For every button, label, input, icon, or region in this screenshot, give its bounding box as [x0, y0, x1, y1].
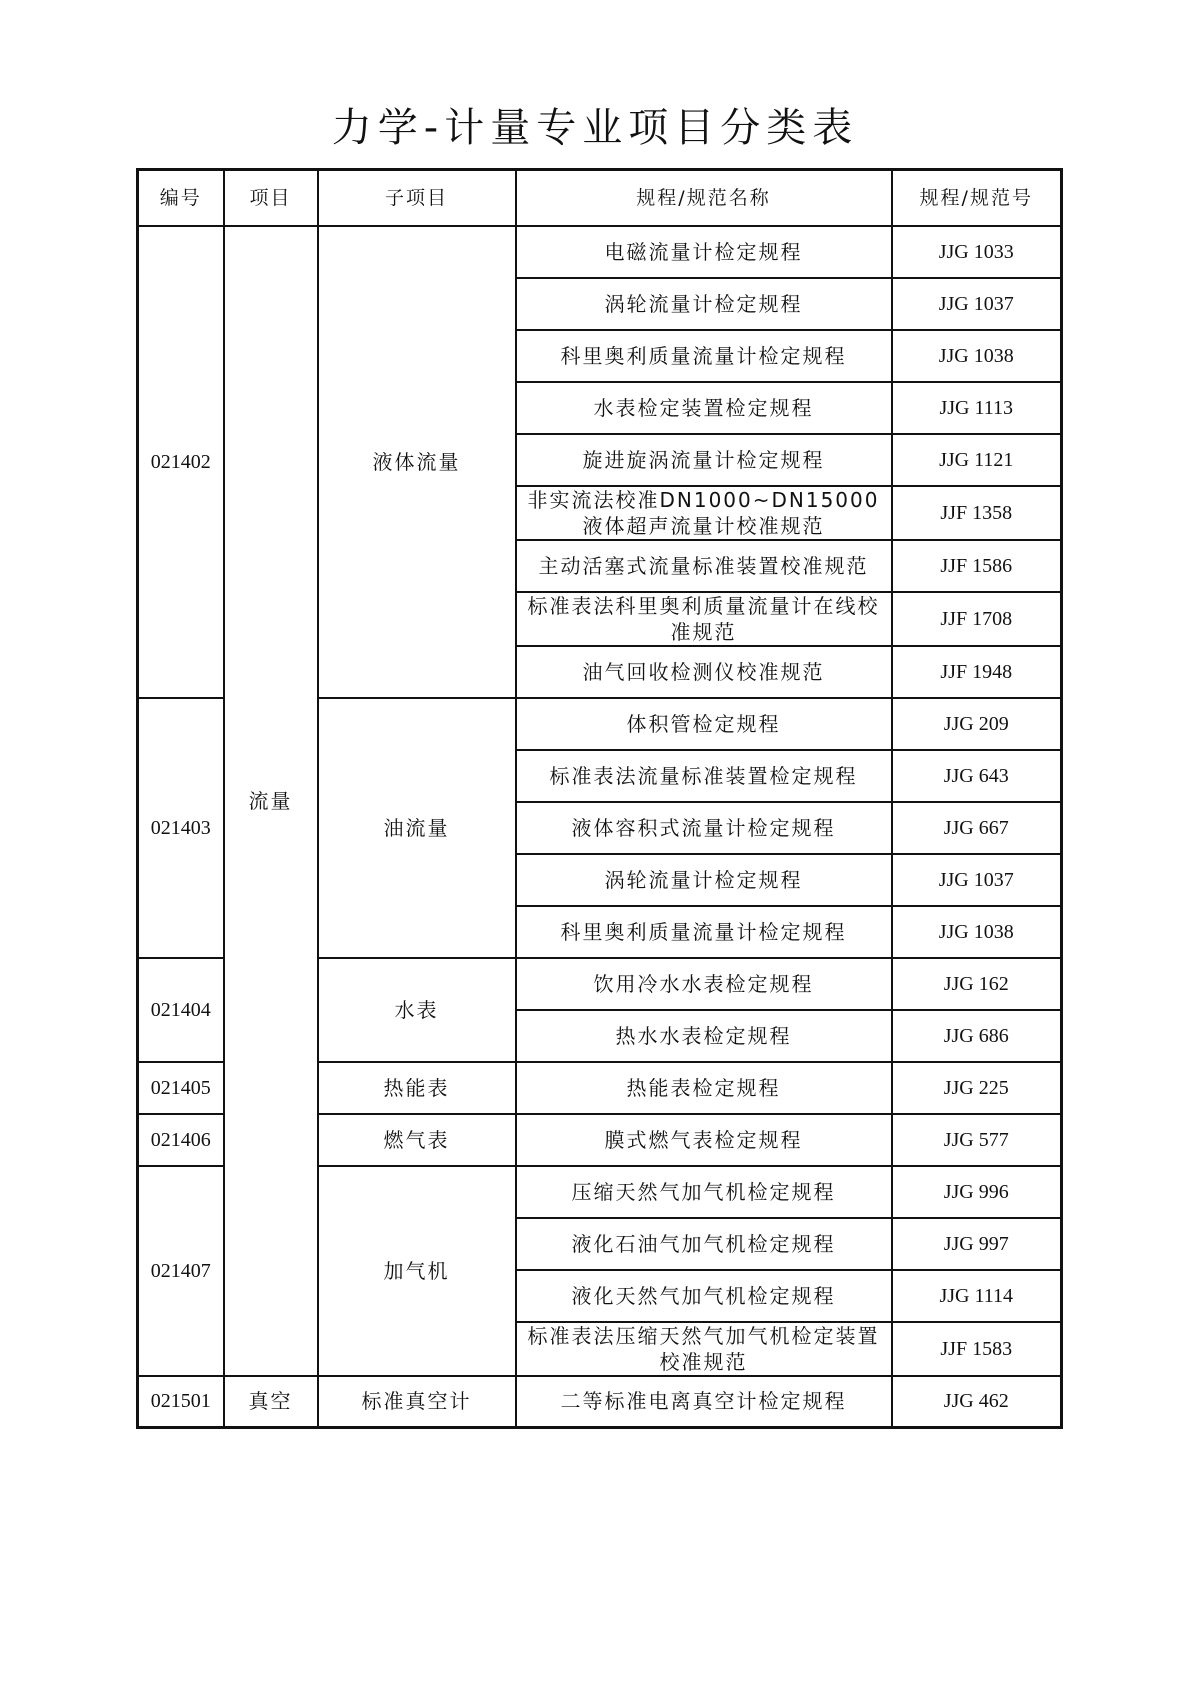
item-code: 021405 [138, 1062, 224, 1114]
header-code: 编号 [138, 170, 224, 226]
standard-number: JJG 162 [892, 958, 1062, 1010]
standard-number: JJG 1113 [892, 382, 1062, 434]
subproject-name: 加气机 [318, 1166, 516, 1376]
standard-name: 非实流法校准DN1000~DN15000液体超声流量计校准规范 [516, 486, 892, 540]
standard-name: 膜式燃气表检定规程 [516, 1114, 892, 1166]
subproject-name: 水表 [318, 958, 516, 1062]
standard-name: 热能表检定规程 [516, 1062, 892, 1114]
table-row [138, 226, 1062, 278]
standard-name: 水表检定装置检定规程 [516, 382, 892, 434]
item-code: 021402 [138, 226, 224, 698]
standard-number: JJG 1114 [892, 1270, 1062, 1322]
project-name: 真空 [224, 1376, 318, 1428]
subproject-name: 标准真空计 [318, 1376, 516, 1428]
standard-name: 压缩天然气加气机检定规程 [516, 1166, 892, 1218]
standard-number: JJG 1121 [892, 434, 1062, 486]
classification-table [136, 168, 1063, 1429]
item-code: 021501 [138, 1376, 224, 1428]
header-standard-number: 规程/规范号 [892, 170, 1062, 226]
header-project: 项目 [224, 170, 318, 226]
page-title: 力学-计量专业项目分类表 [331, 105, 859, 151]
standard-name: 液化天然气加气机检定规程 [516, 1270, 892, 1322]
project-name: 流量 [224, 226, 318, 1376]
standard-name: 油气回收检测仪校准规范 [516, 646, 892, 698]
table-body [138, 226, 1062, 1428]
standard-number: JJG 1037 [892, 278, 1062, 330]
item-code: 021407 [138, 1166, 224, 1376]
subproject-name: 热能表 [318, 1062, 516, 1114]
standard-number: JJG 643 [892, 750, 1062, 802]
subproject-name: 油流量 [318, 698, 516, 958]
standard-name: 科里奥利质量流量计检定规程 [516, 906, 892, 958]
standard-number: JJG 1038 [892, 906, 1062, 958]
standard-name: 涡轮流量计检定规程 [516, 278, 892, 330]
standard-number: JJG 996 [892, 1166, 1062, 1218]
standard-name: 饮用冷水水表检定规程 [516, 958, 892, 1010]
table-row [138, 1376, 1062, 1428]
standard-name: 涡轮流量计检定规程 [516, 854, 892, 906]
standard-number: JJF 1708 [892, 592, 1062, 646]
standard-number: JJG 1038 [892, 330, 1062, 382]
standard-name: 二等标准电离真空计检定规程 [516, 1376, 892, 1428]
standard-name: 主动活塞式流量标准装置校准规范 [516, 540, 892, 592]
standard-number: JJG 686 [892, 1010, 1062, 1062]
standard-name: 标准表法压缩天然气加气机检定装置校准规范 [516, 1322, 892, 1376]
standard-name: 旋进旋涡流量计检定规程 [516, 434, 892, 486]
standard-number: JJF 1948 [892, 646, 1062, 698]
subproject-name: 液体流量 [318, 226, 516, 698]
item-code: 021406 [138, 1114, 224, 1166]
table-header-row [138, 170, 1062, 226]
standard-name: 电磁流量计检定规程 [516, 226, 892, 278]
standard-name: 科里奥利质量流量计检定规程 [516, 330, 892, 382]
standard-number: JJG 1033 [892, 226, 1062, 278]
standard-number: JJF 1583 [892, 1322, 1062, 1376]
standard-number: JJG 462 [892, 1376, 1062, 1428]
standard-number: JJF 1358 [892, 486, 1062, 540]
standard-number: JJG 225 [892, 1062, 1062, 1114]
standard-number: JJG 1037 [892, 854, 1062, 906]
header-standard-name: 规程/规范名称 [516, 170, 892, 226]
subproject-name: 燃气表 [318, 1114, 516, 1166]
standard-number: JJF 1586 [892, 540, 1062, 592]
standard-name: 液体容积式流量计检定规程 [516, 802, 892, 854]
standard-number: JJG 667 [892, 802, 1062, 854]
standard-name: 体积管检定规程 [516, 698, 892, 750]
item-code: 021404 [138, 958, 224, 1062]
header-subproject: 子项目 [318, 170, 516, 226]
standard-number: JJG 997 [892, 1218, 1062, 1270]
item-code: 021403 [138, 698, 224, 958]
standard-name: 标准表法流量标准装置检定规程 [516, 750, 892, 802]
standard-number: JJG 209 [892, 698, 1062, 750]
standard-number: JJG 577 [892, 1114, 1062, 1166]
standard-name: 标准表法科里奥利质量流量计在线校准规范 [516, 592, 892, 646]
standard-name: 液化石油气加气机检定规程 [516, 1218, 892, 1270]
standard-name: 热水水表检定规程 [516, 1010, 892, 1062]
